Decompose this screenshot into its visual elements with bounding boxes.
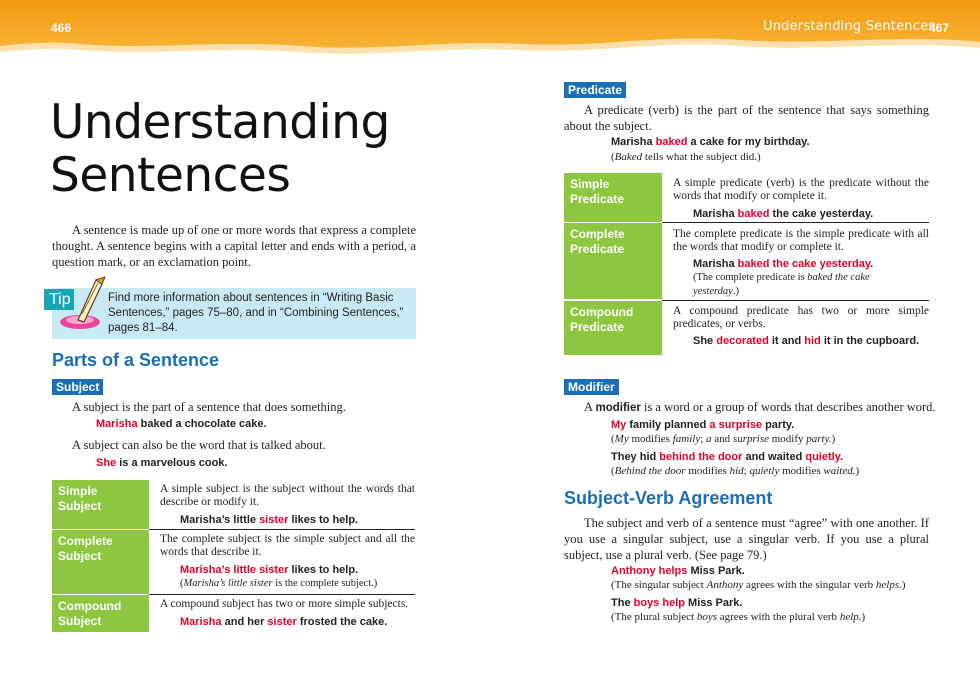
example-highlight: baked the cake yesterday: [737, 258, 871, 270]
title-line-1: Understanding: [50, 95, 390, 150]
subject-definition-2: A subject can also be the word that is talked about.: [72, 438, 326, 452]
note-text: modify: [768, 433, 807, 445]
complete-subject-example: [180, 563, 358, 577]
example-text: .: [870, 258, 874, 270]
example-text: is a marvelous cook.: [116, 457, 228, 469]
simple-predicate-example: [693, 207, 873, 221]
complete-predicate-definition: The complete predicate is the simple predicate with all the words that modify or complete it.: [673, 228, 929, 253]
note-text: .): [732, 286, 739, 297]
example-text: a cake for my birthday.: [687, 136, 810, 148]
table-divider: [662, 300, 929, 301]
modifier-label: Modifier: [564, 379, 619, 395]
sva-example-1: [611, 564, 745, 578]
note-italic: a: [706, 433, 712, 445]
simple-subject-example: [180, 513, 358, 527]
note-italic: Anthony: [706, 579, 744, 591]
note-italic: yesterday: [693, 286, 733, 297]
example-text: party.: [762, 419, 795, 431]
example-highlight: sister: [259, 514, 289, 526]
compound-predicate-example: [693, 334, 919, 348]
subject-definition: A subject is the part of a sentence that does something.: [72, 400, 346, 414]
example-text: Marisha’s little: [180, 514, 260, 526]
note-text: (: [611, 151, 615, 163]
table-divider: [149, 594, 415, 595]
modifier-note-1: [611, 432, 835, 446]
simple-subject-definition: A simple subject is the subject without the words that describe or modify it.: [160, 483, 415, 508]
complete-predicate-note: [693, 271, 870, 299]
page-number-right: 467: [929, 21, 950, 35]
note-text: ): [831, 433, 836, 445]
example-highlight: She: [96, 457, 117, 469]
example-highlight: baked: [655, 136, 688, 148]
note-text: ): [901, 579, 906, 591]
example-highlight: behind the door: [659, 451, 743, 463]
example-highlight: boys help: [633, 597, 685, 609]
title-line-2: Sentences: [50, 148, 291, 203]
example-highlight: Anthony helps: [611, 565, 688, 577]
table-divider: [149, 529, 415, 530]
predicate-note: [611, 150, 761, 164]
example-highlight: Marisha’s little sister: [180, 564, 289, 576]
example-text: family planned: [626, 419, 710, 431]
example-text: baked a chocolate cake.: [137, 418, 267, 430]
note-text: (The complete predicate is: [693, 272, 808, 283]
definition-text: A: [584, 400, 596, 414]
note-text: modifies: [685, 465, 730, 477]
example-highlight: decorated: [716, 335, 769, 347]
predicate-example: [611, 135, 810, 149]
page-title: [50, 96, 390, 202]
example-text: .: [840, 451, 844, 463]
compound-predicate-definition: A compound predicate has two or more simple predicates, or verbs.: [673, 305, 929, 330]
example-text: The: [611, 597, 634, 609]
note-text: (: [611, 465, 615, 477]
note-text: ;: [700, 433, 707, 445]
example-text: Marisha: [611, 136, 656, 148]
note-italic: party.: [806, 433, 832, 445]
compound-predicate-label: Compound Predicate: [564, 301, 662, 355]
example-text: Miss Park.: [684, 597, 743, 609]
complete-predicate-example: [693, 257, 873, 271]
note-italic: My: [614, 433, 629, 445]
complete-subject-note: [180, 577, 377, 591]
complete-predicate-label: Complete Predicate: [564, 223, 662, 299]
table-divider: [662, 222, 929, 223]
simple-subject-label: Simple Subject: [52, 480, 149, 529]
note-italic: helps.: [875, 579, 902, 591]
note-text: ): [855, 465, 860, 477]
example-text: it in the cupboard.: [820, 335, 920, 347]
note-text: and: [711, 433, 733, 445]
subject-label: Subject: [52, 379, 103, 395]
example-highlight: Marisha: [180, 616, 222, 628]
subject-example-1: [96, 417, 267, 431]
note-italic: boys: [696, 611, 718, 623]
note-text: tells what the subject did.): [642, 151, 761, 163]
example-highlight: Marisha: [96, 418, 138, 430]
compound-subject-label: Compound Subject: [52, 595, 149, 632]
predicate-definition: A predicate (verb) is the part of the sentence that says something about the subject.: [564, 103, 929, 133]
note-text: (: [180, 578, 184, 589]
note-text: agrees with the plural verb: [717, 611, 840, 623]
example-highlight: sister: [267, 616, 297, 628]
intro-paragraph: A sentence is made up of one or more words that express a complete thought. A sentence begins with a capital letter and ends with a period, a question mark, or an exclamation point.: [52, 223, 416, 269]
modifier-example-2: [611, 450, 843, 464]
tip-text: Find more information about sentences in “Writing Basic Sentences,” pages 75–80, and in “Combining Sentences,” pages 81–84.: [108, 292, 404, 334]
subject-example-2: [96, 456, 227, 470]
note-text: modifies: [628, 433, 673, 445]
sva-definition: The subject and verb of a sentence must “agree” with one another. If you use a singular subject, use a singular verb. If you use a plural subject, use a plural verb. (See page 79.): [564, 516, 929, 562]
example-highlight: baked: [737, 208, 770, 220]
tip-label: Tip: [44, 289, 74, 310]
note-text: agrees with the singular verb: [743, 579, 876, 591]
note-italic: Behind the door: [614, 465, 686, 477]
note-italic: help.: [839, 611, 862, 623]
sva-note-2: [611, 610, 865, 624]
example-highlight: My: [611, 419, 627, 431]
example-text: frosted the cake.: [296, 616, 388, 628]
note-text: is the complete subject.): [272, 578, 378, 589]
compound-subject-definition: A compound subject has two or more simple subjects.: [160, 598, 409, 610]
note-italic: Baked: [614, 151, 643, 163]
example-highlight: a surprise: [709, 419, 763, 431]
simple-predicate-label: Simple Predicate: [564, 173, 662, 222]
modifier-definition: [584, 399, 936, 416]
simple-predicate-definition: A simple predicate (verb) is the predicate without the words that modify or complete it.: [673, 177, 929, 202]
complete-subject-label: Complete Subject: [52, 530, 149, 594]
example-text: the cake yesterday.: [769, 208, 874, 220]
definition-text: is a word or a group of words that describes another word.: [640, 400, 936, 414]
note-italic: baked the cake: [807, 272, 870, 283]
note-italic: surprise: [732, 433, 769, 445]
modifier-example-1: [611, 418, 794, 432]
note-text: (The singular subject: [611, 579, 707, 591]
note-text: (The plural subject: [611, 611, 697, 623]
modifier-note-2: [611, 464, 859, 478]
example-text: and her: [221, 616, 268, 628]
example-text: likes to help.: [288, 564, 359, 576]
note-text: (: [611, 433, 615, 445]
note-italic: quietly: [749, 465, 780, 477]
example-text: Miss Park.: [687, 565, 745, 577]
running-head: Understanding Sentences: [763, 19, 936, 34]
parts-heading: Parts of a Sentence: [52, 350, 220, 370]
example-highlight: hid: [804, 335, 821, 347]
note-text: modifies: [779, 465, 824, 477]
predicate-label: Predicate: [564, 82, 626, 98]
sva-heading: Subject-Verb Agreement: [564, 488, 773, 508]
sva-example-2: [611, 596, 742, 610]
note-italic: Marisha’s little sister: [183, 578, 273, 589]
compound-subject-example: [180, 615, 387, 629]
definition-term: modifier: [595, 402, 641, 414]
example-text: likes to help.: [288, 514, 359, 526]
note-text: ): [861, 611, 866, 623]
sva-note-1: [611, 578, 906, 592]
example-text: She: [693, 335, 717, 347]
note-italic: hid: [729, 465, 744, 477]
note-italic: family: [672, 433, 701, 445]
example-text: and waited: [742, 451, 806, 463]
example-text: They hid: [611, 451, 660, 463]
example-text: Marisha: [693, 258, 738, 270]
example-highlight: quietly: [805, 451, 840, 463]
page-number-left: 466: [51, 21, 72, 35]
example-text: it and: [768, 335, 805, 347]
note-text: ;: [743, 465, 750, 477]
example-text: Marisha: [693, 208, 738, 220]
complete-subject-definition: The complete subject is the simple subject and all the words that describe it.: [160, 533, 415, 558]
note-italic: waited.: [823, 465, 856, 477]
